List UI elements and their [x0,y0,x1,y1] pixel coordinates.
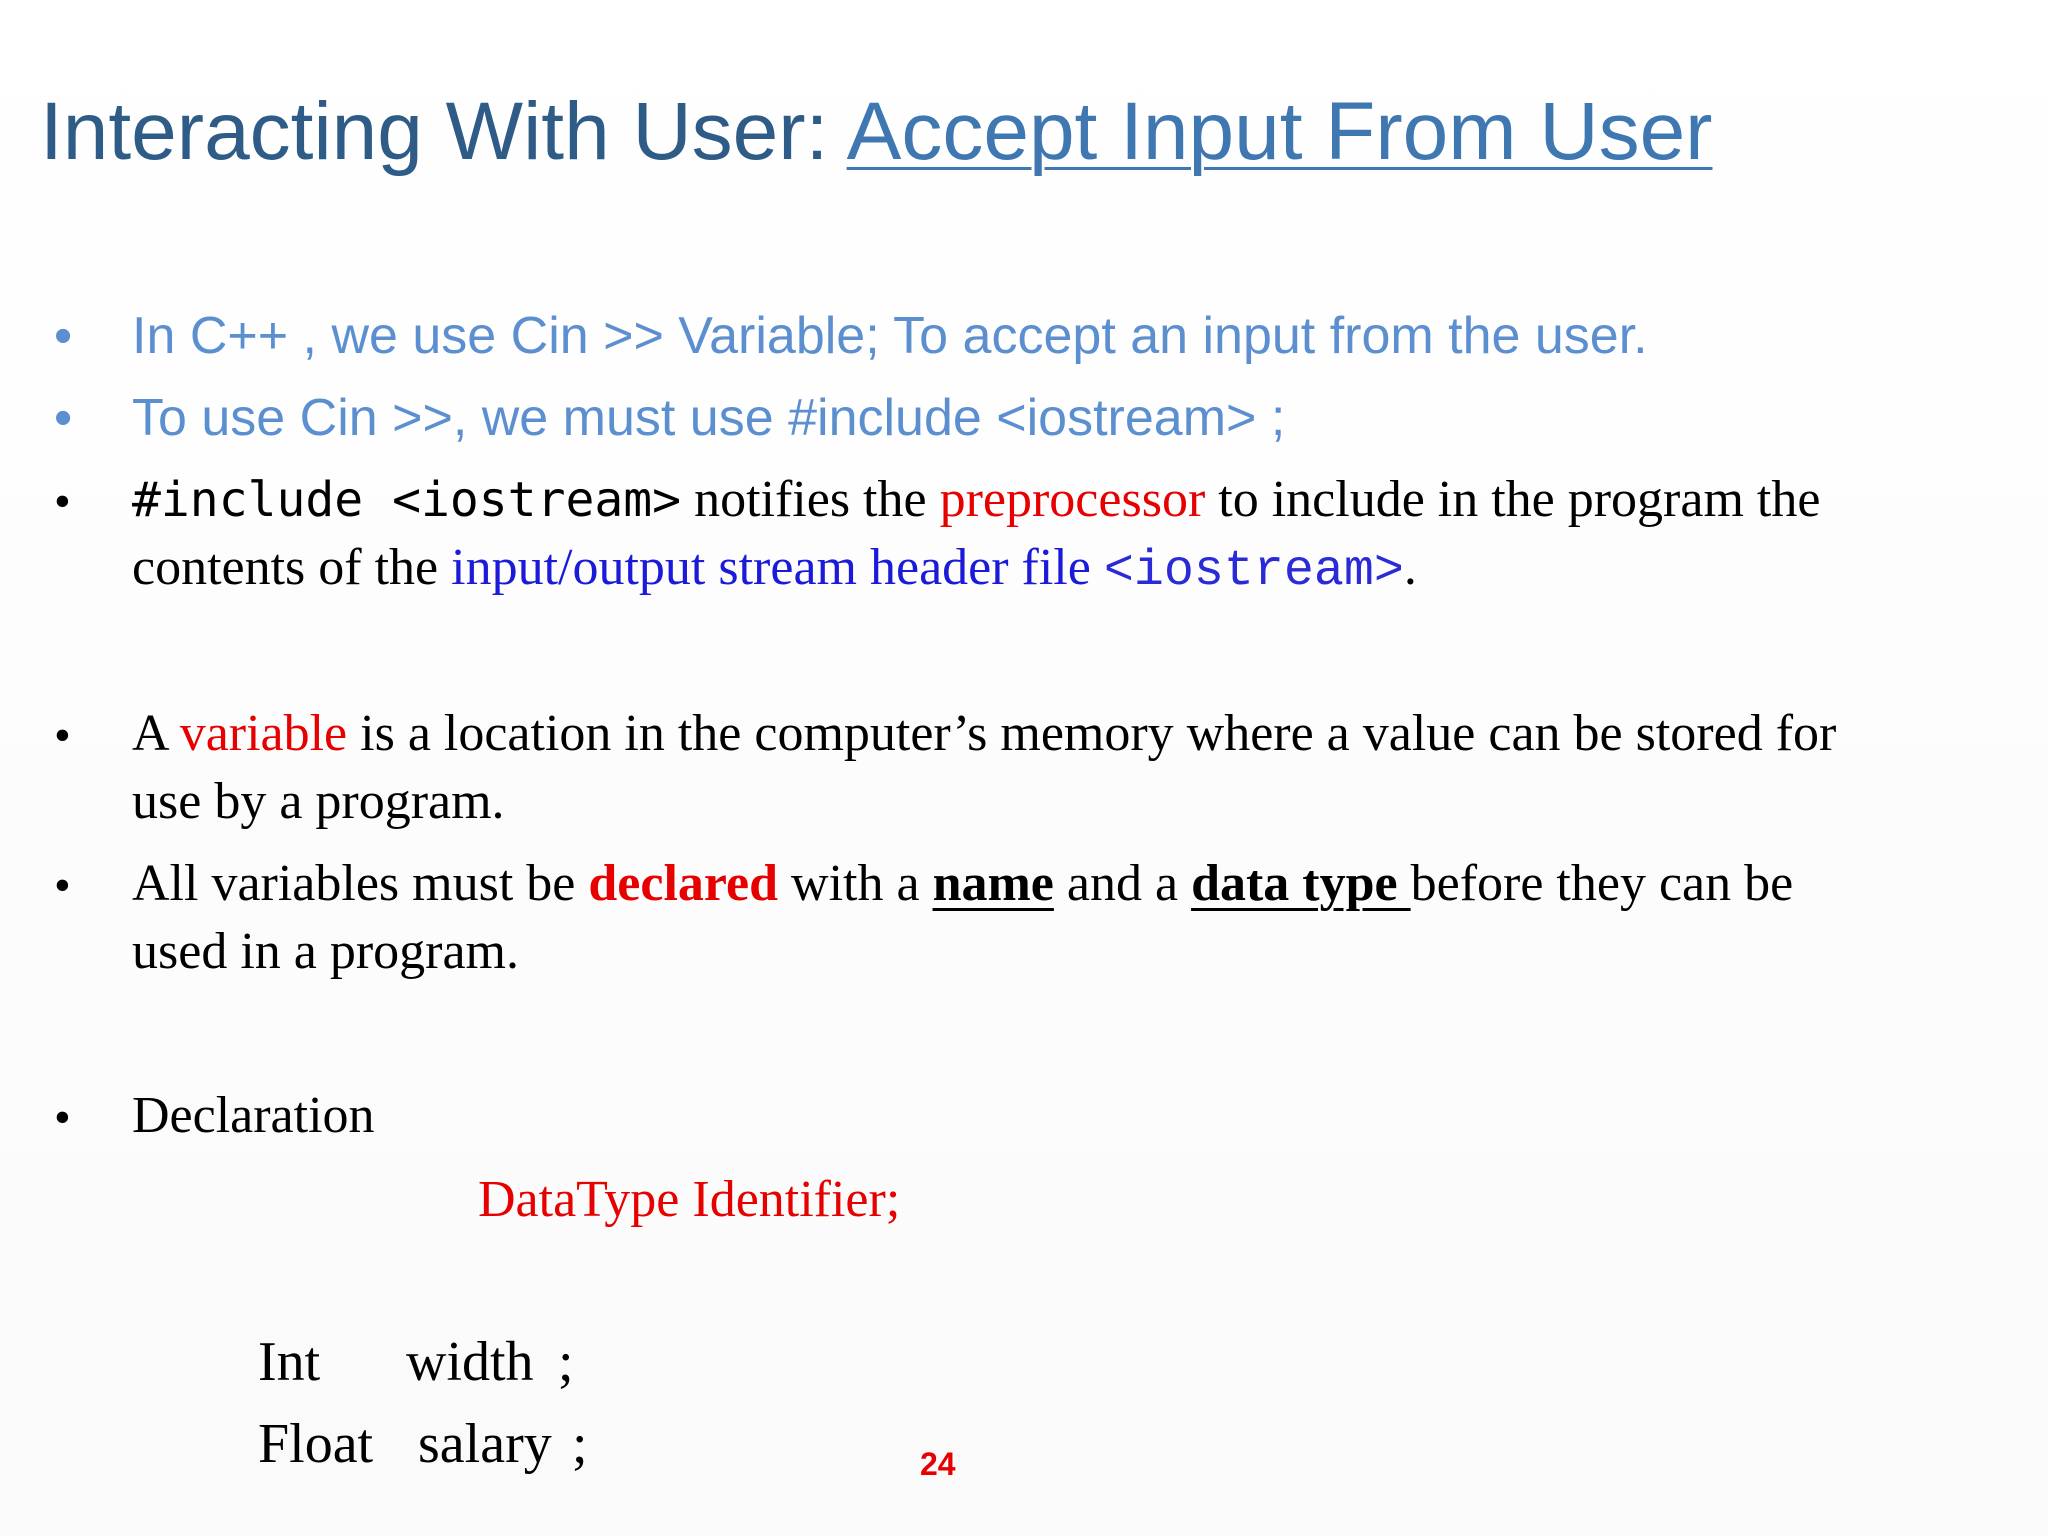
bullet-dot: • [54,475,71,528]
text-segment: and a [1053,855,1192,912]
bullet-text [132,700,1836,836]
iostream-code: <iostream> [1103,543,1404,600]
bullet-dot: • [54,709,71,762]
slide-title [40,84,1713,180]
text-segment: notifies the [681,471,940,528]
title-prefix: Interacting With User: [40,86,847,177]
text-segment: All variables must be [132,855,589,912]
text-segment: before they can be [1410,855,1794,912]
data-type-term: data type [1191,855,1411,912]
text-segment: with a [778,855,933,912]
bullet-dot: • [54,1091,71,1144]
declared-term: declared [588,855,779,912]
example-identifier: salary [418,1413,552,1475]
bullet-line-2: used in a program. [132,923,520,980]
bullet-line-1 [132,700,1836,768]
example-semicolon: ; [558,1331,574,1393]
bullet-text: Declaration [132,1087,375,1144]
example-semicolon: ; [572,1413,588,1475]
bullet-line-2: use by a program. [132,773,505,830]
bullet-dot: • [54,389,73,447]
name-term: name [932,855,1054,912]
example-type: Int [258,1331,321,1393]
text-segment: to include in the program the [1205,471,1821,528]
text-segment: A [132,705,180,762]
variable-term: variable [179,705,348,762]
text-segment: . [1403,539,1417,596]
preprocessor-term: preprocessor [939,471,1206,528]
declaration-formula: DataType Identifier; [478,1171,901,1228]
bullet-line-2 [132,534,1820,606]
title-link[interactable]: Accept Input From User [846,86,1713,177]
text-segment: is a location in the computer’s memory where a value can be stored for [347,705,1837,762]
bullet-text [132,466,1820,606]
bullet-line-1 [132,850,1793,918]
header-file-phrase: input/output stream header file [451,539,1104,596]
bullet-line-1 [132,466,1820,534]
example-type: Float [258,1413,374,1475]
page-number: 24 [920,1446,956,1482]
example-identifier: width [406,1331,534,1393]
bullet-dot: • [54,859,71,912]
bullet-text [132,850,1793,986]
include-code: #include <iostream> [132,472,682,528]
text-segment: contents of the [132,539,452,596]
example-declaration-float [258,1408,588,1480]
bullet-dot: • [54,307,73,365]
bullet-text: In C++ , we use Cin >> Variable; To accept an input from the user. [132,307,1648,365]
bullet-text: To use Cin >>, we must use #include <iostream> ; [132,389,1286,447]
example-declaration-int [258,1326,574,1398]
